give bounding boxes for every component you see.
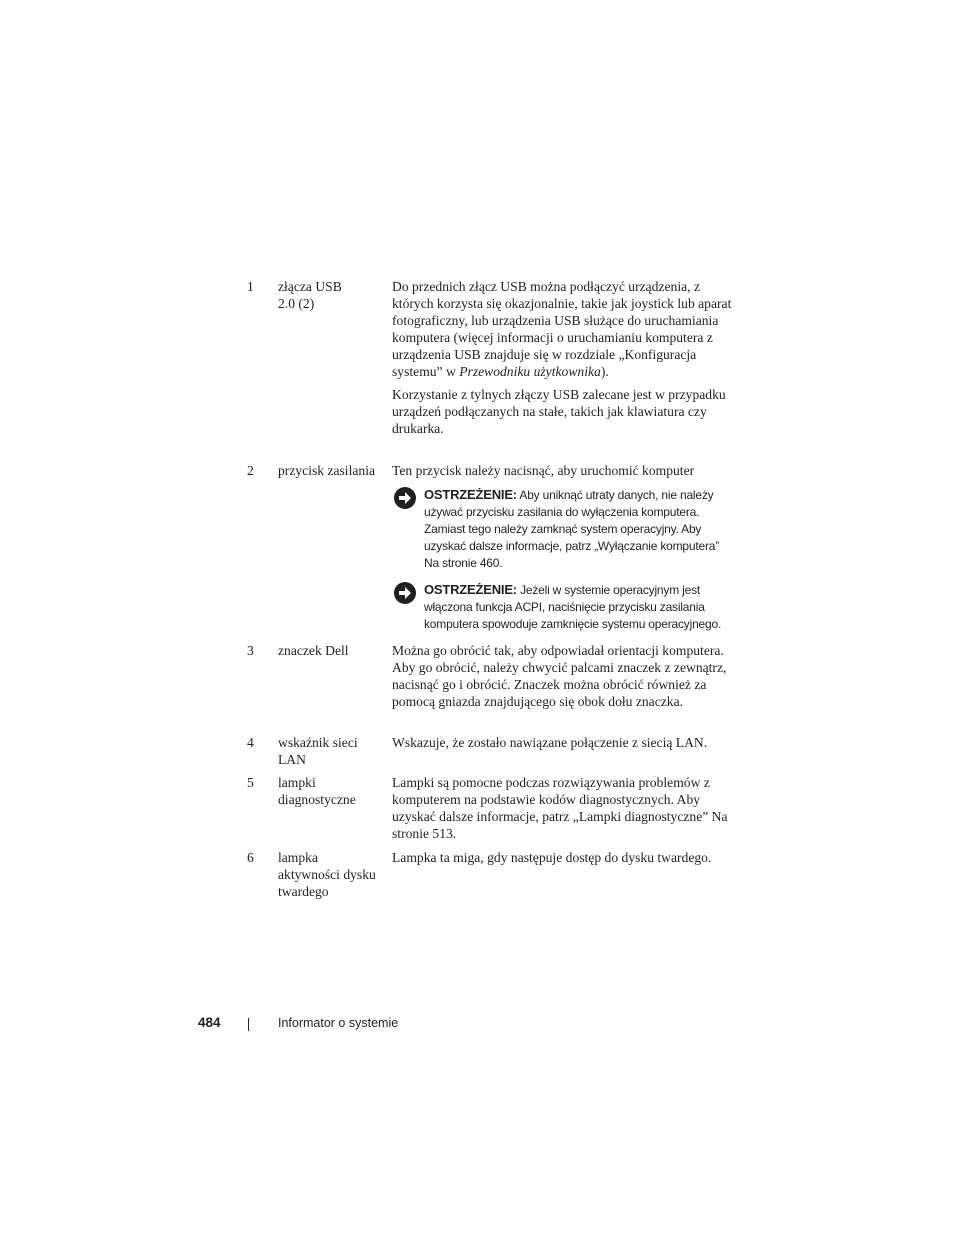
row-number: 3 (247, 643, 254, 658)
row-description (392, 278, 737, 437)
row-number: 4 (247, 735, 254, 750)
row-name: wskaźnik sieci LAN (278, 735, 358, 767)
warning-notice (392, 486, 737, 572)
row-number: 6 (247, 850, 254, 865)
row-number: 1 (247, 279, 254, 294)
row-description: Lampka ta miga, gdy następuje dostęp do dysku twardego. (392, 850, 712, 865)
warning-text: OSTRZEŻENIE: Aby uniknąć utraty danych, nie należy używać przycisku zasilania do wyłączenia komputera. Zamiast tego należy zamknąć system operacyjny. Aby uzyskać dalsze informacje, patrz „Wyłączanie komputera” Na stronie 460. (424, 487, 720, 570)
description-paragraph: Korzystanie z tylnych złączy USB zalecane jest w przypadku urządzeń podłączanych na stałe, takich jak klawiatura czy drukarka. (392, 387, 726, 436)
row-name: znaczek Dell (278, 643, 349, 658)
row-description: Ten przycisk należy nacisnąć, aby uruchomić komputer (392, 463, 695, 478)
row-description: Można go obrócić tak, aby odpowiadał orientacji komputera. Aby go obrócić, należy chwycić palcami znaczek z zewnątrz, nacisnąć go i obrócić. Znaczek można obrócić również za pomocą gniazda znajdującego się obok dołu znaczka. (392, 643, 727, 709)
row-number: 5 (247, 775, 254, 790)
warning-notice (392, 581, 737, 633)
row-number: 2 (247, 463, 254, 478)
row-description: Lampki są pomocne podczas rozwiązywania problemów z komputerem na podstawie kodów diagnostycznych. Aby uzyskać dalsze informacje, patrz „Lampki diagnostyczne” Na stronie 513. (392, 775, 728, 841)
row-name: lampka aktywności dysku twardego (278, 850, 376, 899)
notice-arrow-icon (394, 487, 416, 509)
warning-text: OSTRZEŻENIE: Jeżeli w systemie operacyjnym jest włączona funkcja ACPI, naciśnięcie przycisku zasilania komputera spowoduje zamknięcie systemu operacyjnego. (424, 582, 722, 631)
notice-arrow-icon (394, 582, 416, 604)
row-name: złącza USB 2.0 (2) (278, 279, 342, 311)
footer-divider (248, 1018, 249, 1031)
description-paragraph: Do przednich złącz USB można podłączyć urządzenia, z których korzysta się okazjonalnie, takie jak joystick lub aparat fotograficzny, lub urządzenia USB służące do uruchamiania komputera (więcej informacji o uruchamianiu komputera z urządzenia USB znajduje się w rozdziale „Konfiguracja systemu” w Przewodniku użytkownika). (392, 279, 732, 379)
running-footer-title: Informator o systemie (278, 1016, 399, 1030)
row-description: Wskazuje, że zostało nawiązane połączenie z siecią LAN. (392, 735, 708, 750)
row-name: przycisk zasilania (278, 463, 376, 478)
page-number: 484 (198, 1015, 221, 1030)
row-name: lampki diagnostyczne (278, 775, 356, 807)
